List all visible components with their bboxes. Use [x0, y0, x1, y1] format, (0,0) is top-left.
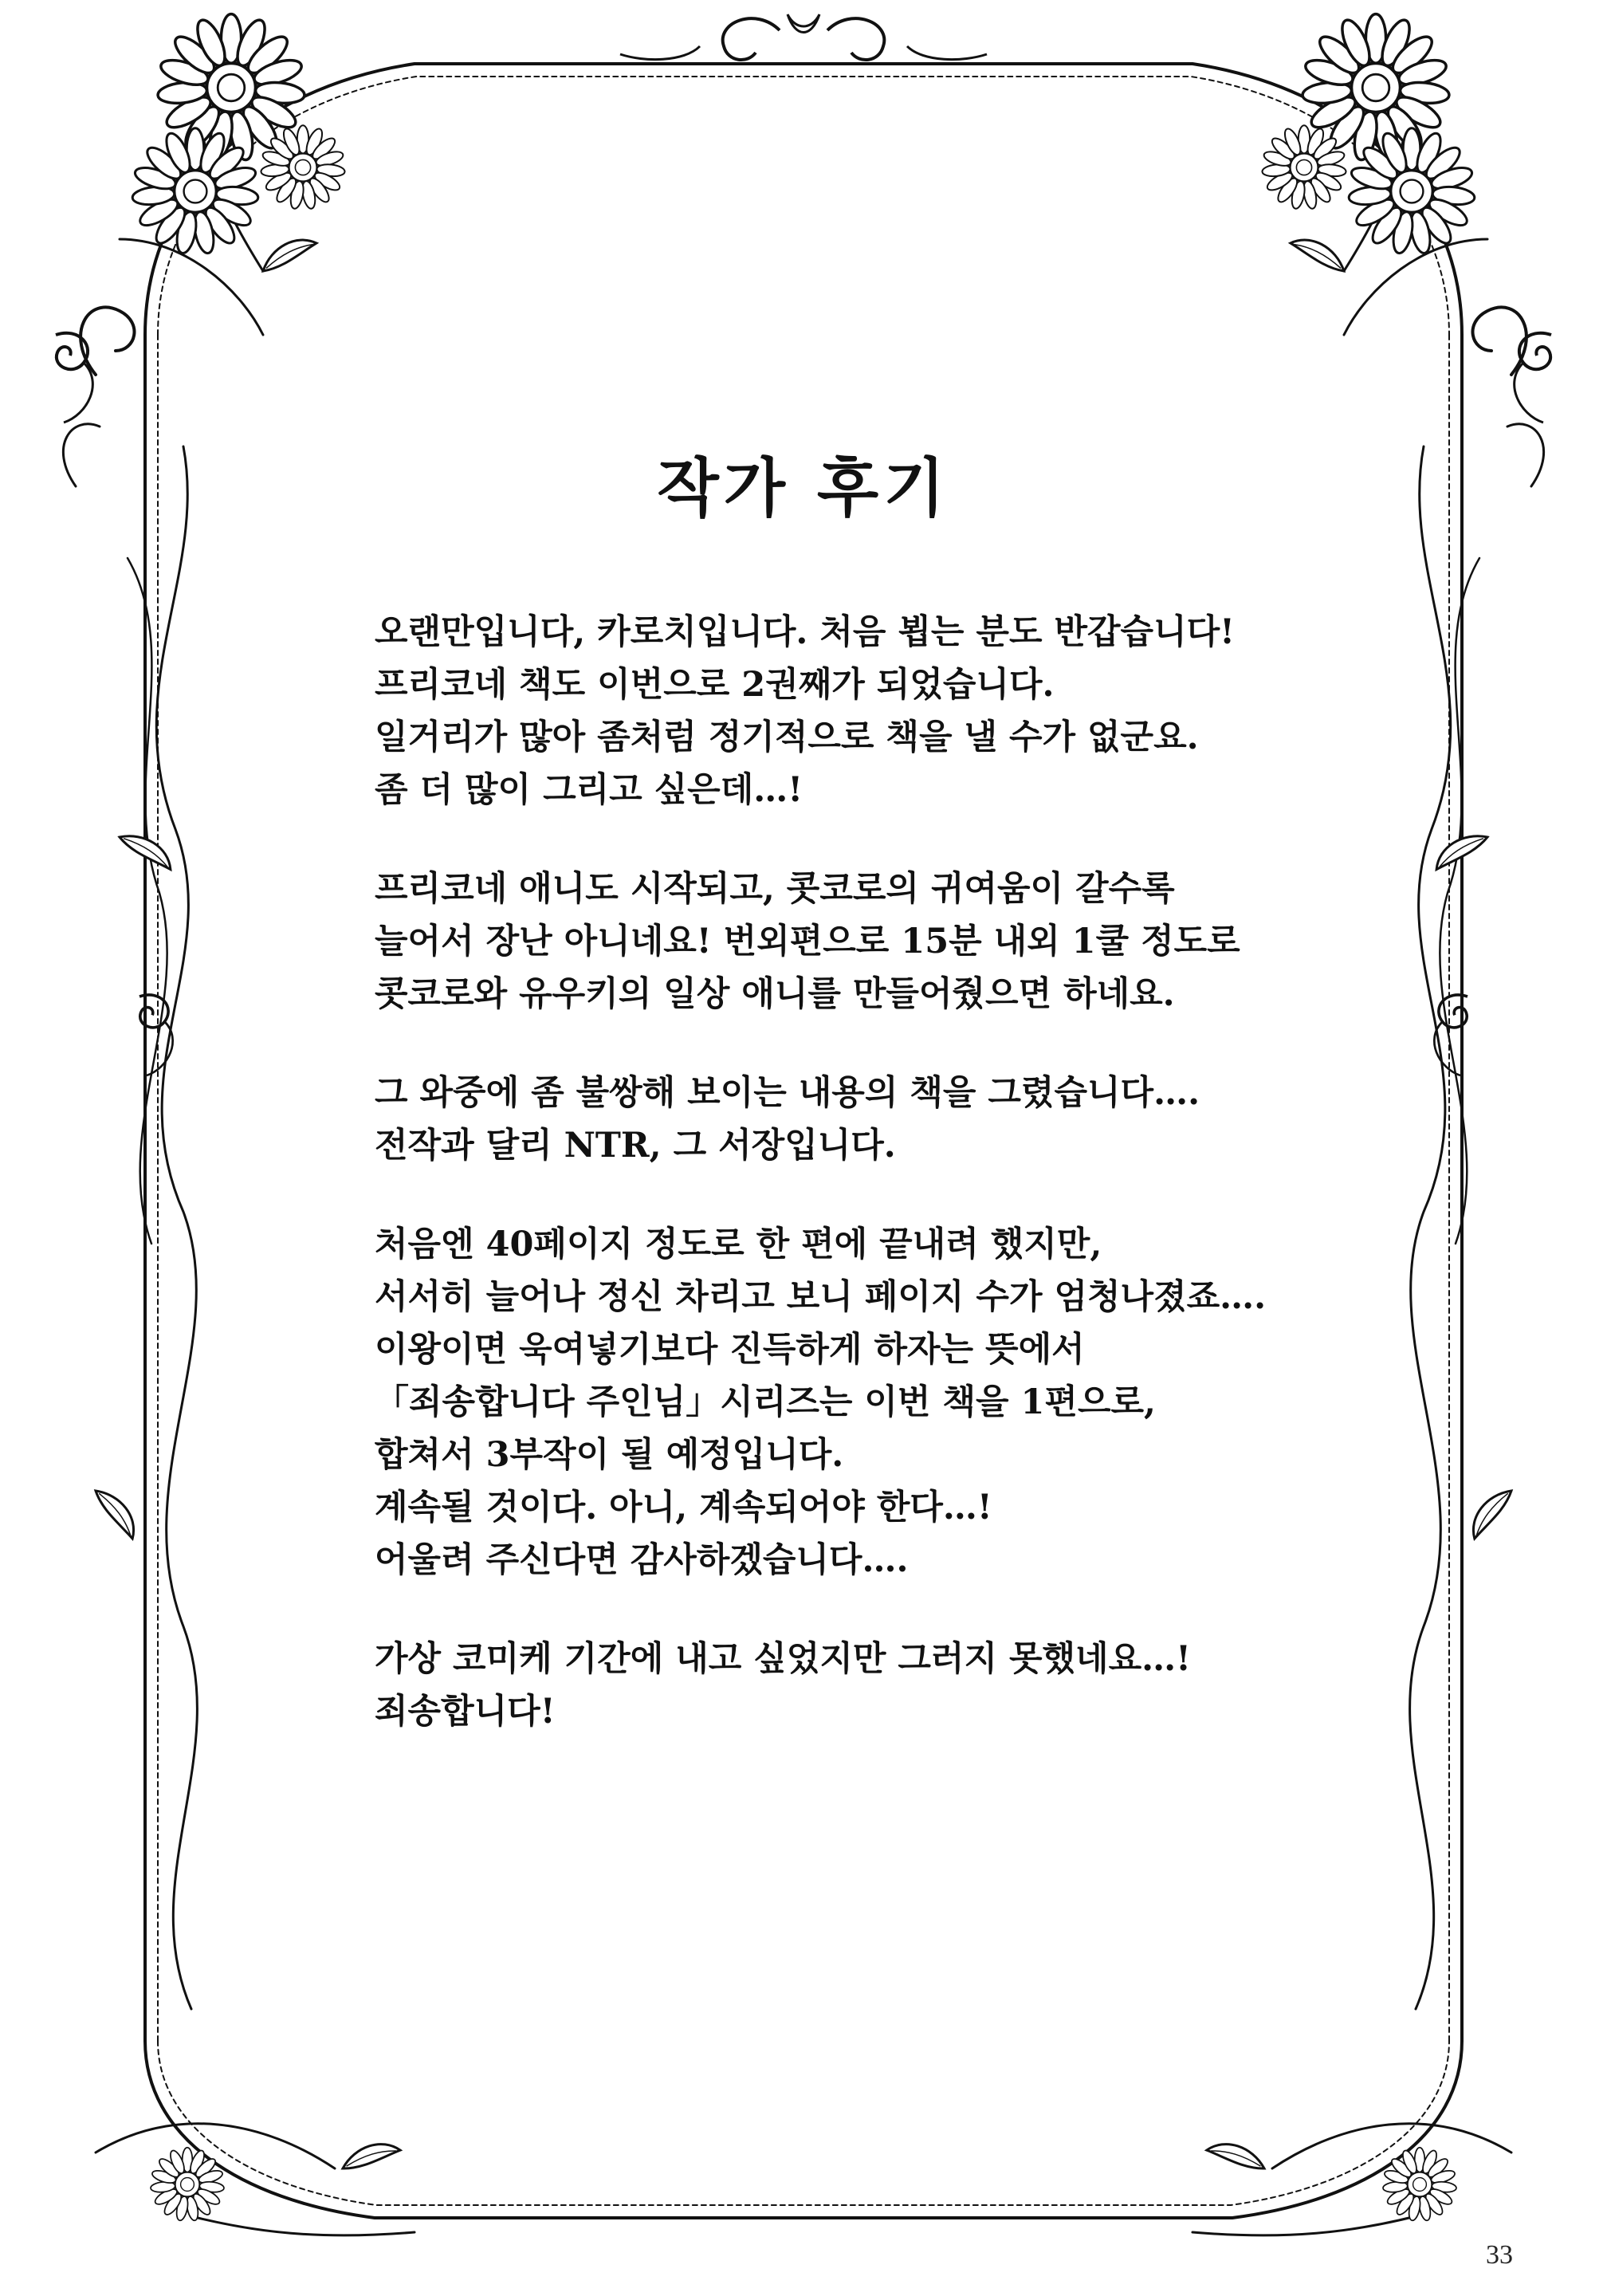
afterword-body — [375, 606, 1427, 1784]
text-line: 프리코네 책도 이번으로 2권째가 되었습니다. — [375, 665, 1055, 705]
text-line: 처음엔 40페이지 정도로 한 편에 끝내려 했지만, — [375, 1225, 1102, 1264]
paragraph-2 — [375, 863, 1427, 1020]
paragraph-4 — [375, 1218, 1427, 1586]
text-line: 합쳐서 3부작이 될 예정입니다. — [375, 1435, 844, 1475]
text-line: 전작과 달리 NTR, 그 서장입니다. — [375, 1126, 896, 1166]
paragraph-3 — [375, 1067, 1427, 1172]
text-line: 이왕이면 욱여넣기보다 진득하게 하자는 뜻에서 — [375, 1330, 1085, 1370]
text-line: 죄송합니다! — [375, 1692, 556, 1732]
paragraph-1 — [375, 606, 1427, 816]
text-line: 콧코로와 유우키의 일상 애니를 만들어줬으면 하네요. — [375, 974, 1175, 1014]
text-line: 「죄송합니다 주인님」시리즈는 이번 책을 1편으로, — [375, 1382, 1156, 1422]
text-line: 가상 코미케 기간에 내고 싶었지만 그러지 못했네요…! — [375, 1639, 1191, 1679]
page-number: 33 — [1486, 2240, 1513, 2270]
text-line: 늘어서 장난 아니네요! 번외편으로 15분 내외 1쿨 정도로 — [375, 922, 1240, 961]
text-line: 계속될 것이다. 아니, 계속되어야 한다…! — [375, 1488, 992, 1527]
text-line: 어울려 주신다면 감사하겠습니다…. — [375, 1540, 909, 1580]
paragraph-5 — [375, 1633, 1427, 1738]
text-line: 프리코네 애니도 시작되고, 콧코로의 귀여움이 갈수록 — [375, 869, 1175, 909]
text-line: 서서히 늘어나 정신 차리고 보니 페이지 수가 엄청나졌죠…. — [375, 1277, 1267, 1317]
text-line: 일거리가 많아 좀처럼 정기적으로 책을 낼 수가 없군요. — [375, 718, 1199, 757]
text-line: 그 와중에 좀 불쌍해 보이는 내용의 책을 그렸습니다…. — [375, 1073, 1200, 1113]
page-title: 작가 후기 — [657, 451, 950, 525]
text-line: 오랜만입니다, 카로치입니다. 처음 뵙는 분도 반갑습니다! — [375, 612, 1236, 652]
text-line: 좀 더 많이 그리고 싶은데…! — [375, 770, 804, 810]
